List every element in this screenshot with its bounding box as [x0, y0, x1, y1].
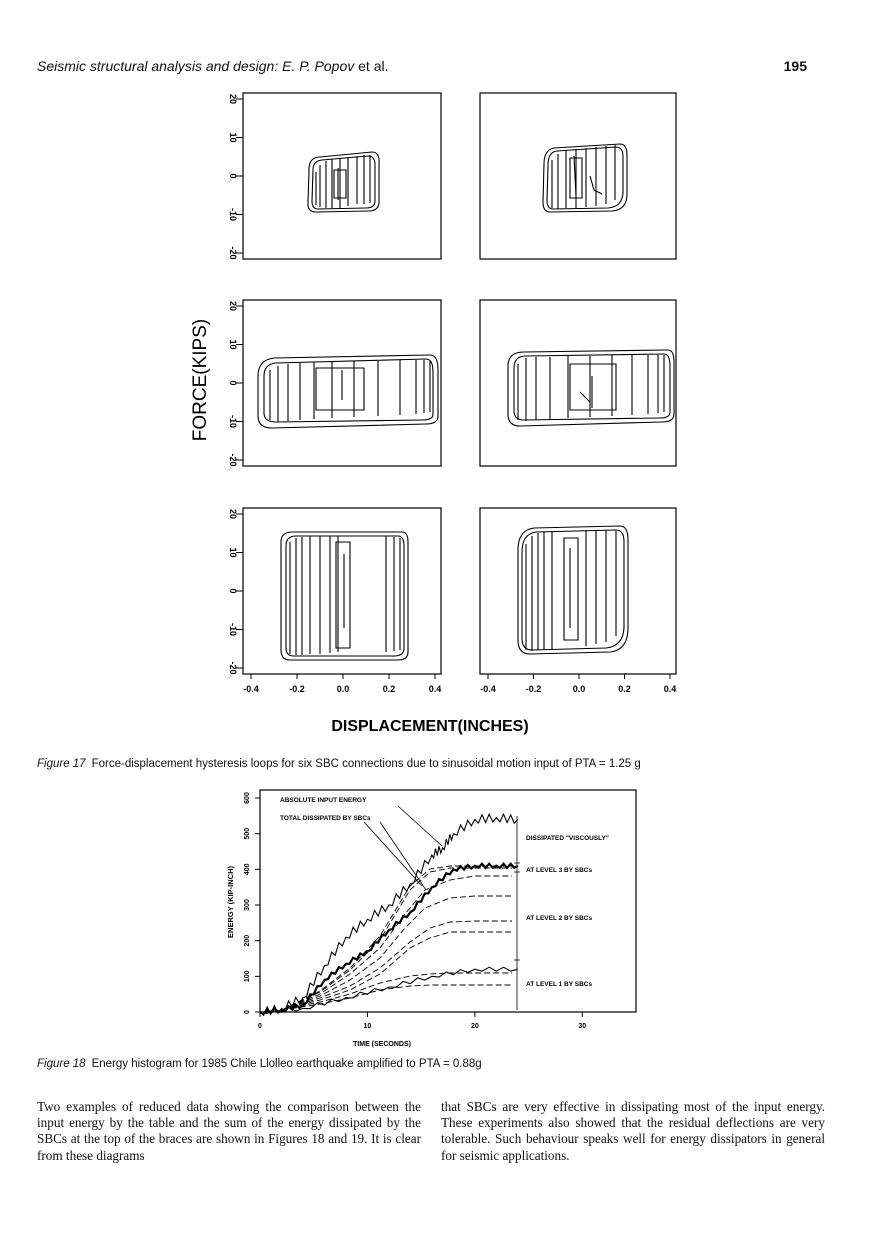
fig18-label-absolute-input: ABSOLUTE INPUT ENERGY: [280, 797, 367, 804]
fig17-xtick-label: 0.0: [572, 684, 586, 694]
fig18-ytick-label: 100: [244, 970, 251, 983]
fig18-xtick-label: 10: [363, 1023, 372, 1030]
fig17-ytick-label: 0: [228, 588, 238, 594]
figure-17-caption-text: Force-displacement hysteresis loops for six SBC connections due to sinusoidal motion input of PTA = 1.25 g: [91, 758, 641, 770]
fig17-xtick-label: -0.4: [243, 684, 259, 694]
page-header: [37, 58, 819, 80]
fig18-label-level1: AT LEVEL 1 BY SBCs: [526, 981, 593, 988]
fig17-ytick-label: 20: [228, 508, 238, 520]
fig18-ytick-label: 500: [244, 827, 251, 840]
fig17-ytick-label: 20: [228, 300, 238, 312]
fig18-xtick-label: 30: [578, 1023, 587, 1030]
fig18-label-level3: AT LEVEL 3 BY SBCs: [526, 867, 593, 874]
fig17-ytick-label: -10: [228, 622, 238, 637]
fig17-ytick-label: 10: [228, 132, 238, 143]
fig18-ytick-label: 0: [244, 1010, 251, 1014]
fig18-ytick-label: 400: [244, 863, 251, 876]
figure-17-caption-label: Figure 17: [37, 758, 86, 770]
fig17-xtick-label: 0.2: [618, 684, 631, 694]
page-number: 195: [783, 58, 807, 74]
fig17-y-axis-label: FORCE(KIPS): [190, 318, 211, 442]
body-column-left: [37, 1099, 421, 1164]
running-title: Seismic structural analysis and design: E. P. Popov et al.: [37, 58, 389, 74]
fig17-ytick-label: -20: [228, 661, 238, 675]
fig17-ytick-label: 0: [228, 380, 238, 386]
fig17-xtick-label: 0.4: [663, 684, 677, 694]
fig18-ytick-label: 600: [244, 792, 251, 804]
fig17-xtick-label: -0.2: [525, 684, 542, 694]
fig18-label-total-dissipated: TOTAL DISSIPATED BY SBCs: [280, 815, 371, 822]
figure-18-caption-label: Figure 18: [37, 1058, 86, 1070]
body-paragraph-right: that SBCs are very effective in dissipating most of the input energy. These experiments also showed that the residual deflections are very tolerable. Such behaviour speaks well for energy dissipators in general for seismic applications.: [441, 1099, 825, 1163]
hysteresis-panel-r2-right: [480, 300, 676, 466]
hysteresis-panel-r1-right: [480, 93, 676, 259]
fig18-ytick-label: 200: [244, 934, 251, 947]
fig17-ytick-label: -20: [228, 453, 238, 467]
fig18-ytick-label: 300: [244, 899, 251, 911]
fig17-x-axis-label: DISPLACEMENT(INCHES): [331, 718, 529, 735]
hysteresis-panel-r1-left: [243, 93, 441, 259]
figure-17-hysteresis-grid: [150, 80, 710, 745]
body-column-right: [441, 1099, 825, 1164]
fig18-label-level2: AT LEVEL 2 BY SBCs: [526, 915, 593, 922]
hysteresis-panel-r3-left: [243, 508, 441, 674]
fig18-plot-frame: [260, 790, 636, 1012]
fig18-xtick-label: 0: [258, 1023, 262, 1030]
hysteresis-panel-r2-left: [243, 300, 441, 466]
fig18-xtick-label: 20: [470, 1023, 479, 1030]
figure-17-caption: [37, 758, 837, 770]
fig17-xtick-label: 0.2: [382, 684, 396, 694]
figure-18-energy-histogram: [220, 778, 660, 1054]
fig18-label-viscous: DISSIPATED "VISCOUSLY": [526, 835, 609, 842]
figure-18-caption-text: Energy histogram for 1985 Chile Llolleo earthquake amplified to PTA = 0.88g: [91, 1058, 482, 1070]
fig17-ytick-label: 20: [228, 93, 238, 105]
fig18-series-line: [260, 864, 518, 1014]
fig17-xtick-label: 0.4: [428, 684, 442, 694]
fig17-ytick-label: -10: [228, 207, 238, 222]
figure-18-caption: [37, 1058, 837, 1070]
fig17-ytick-label: 0: [228, 173, 238, 179]
fig17-ytick-label: -20: [228, 246, 238, 260]
fig18-x-axis-label: TIME (SECONDS): [353, 1041, 411, 1048]
body-paragraph-left: Two examples of reduced data showing the comparison between the input energy by the table and the sum of the energy dissipated by the SBCs at the top of the braces are shown in Figures 18 and 19. It is clear from these diagrams: [37, 1099, 421, 1163]
hysteresis-panel-r3-right: [480, 508, 676, 674]
fig17-xtick-label: -0.4: [480, 684, 496, 694]
fig17-ytick-label: -10: [228, 414, 238, 429]
fig17-ytick-label: 10: [228, 339, 238, 350]
fig17-xtick-label: -0.2: [289, 684, 305, 694]
fig18-y-axis-label: ENERGY (KIP-INCH): [226, 866, 235, 938]
fig17-xtick-label: 0.0: [336, 684, 350, 694]
fig17-ytick-label: 10: [228, 547, 238, 558]
